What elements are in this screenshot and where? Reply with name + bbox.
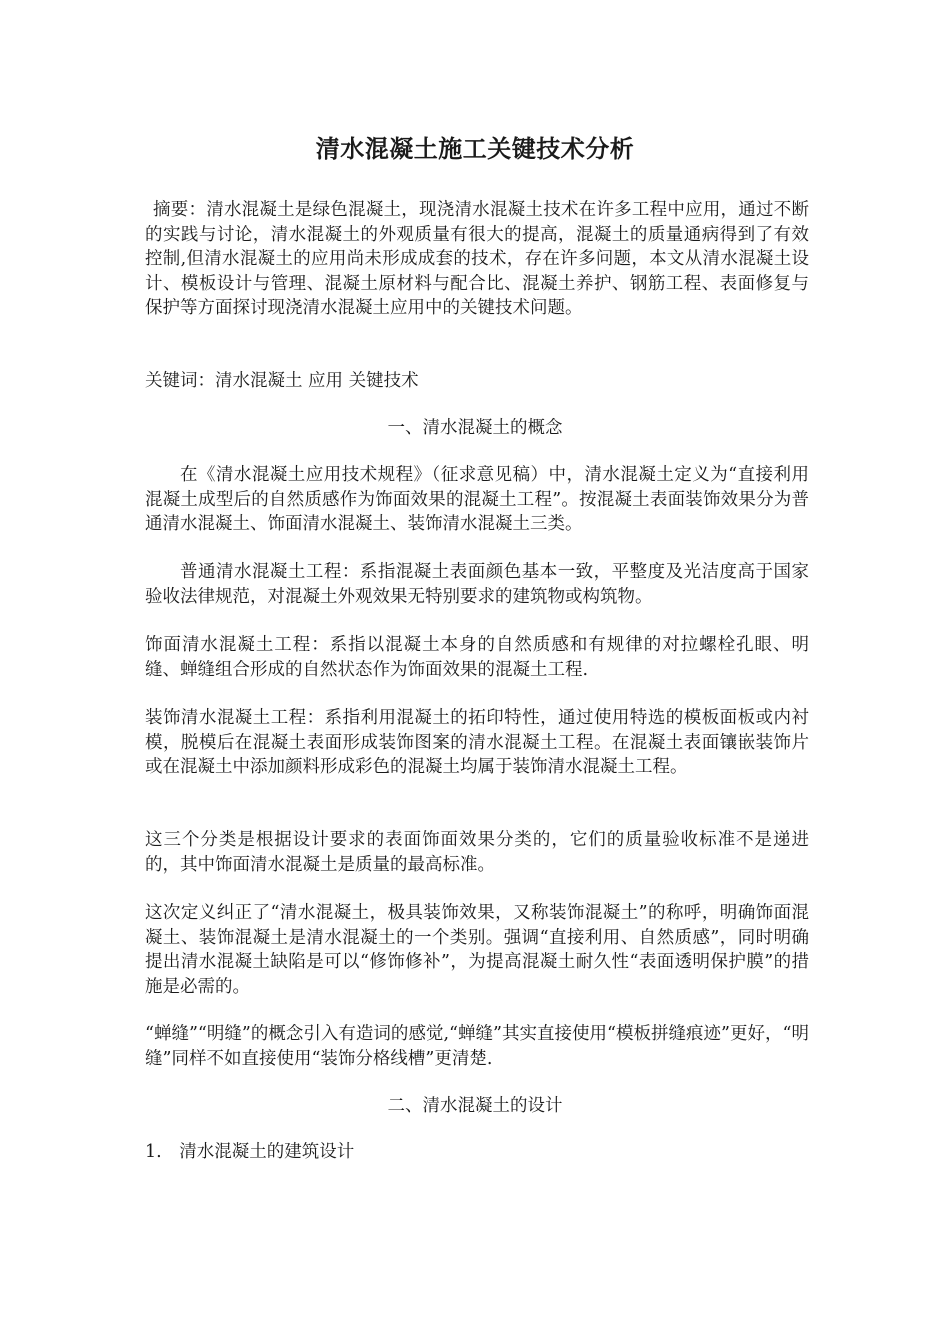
paragraph-terminology: “蝉缝”“明缝”的概念引入有造词的感觉,“蝉缝”其实直接使用“模板拼缝痕迹”更好，“明缝”同样不如直接使用“装饰分格线槽”更清楚. (145, 1024, 809, 1069)
keywords-line: 关键词：清水混凝土 应用 关键技术 (145, 371, 419, 391)
section-heading-1: 一、清水混凝土的概念 (387, 418, 563, 438)
subsection-heading-1: 1. 清水混凝土的建筑设计 (145, 1142, 355, 1162)
paragraph-classification: 这三个分类是根据设计要求的表面饰面效果分类的，它们的质量验收标准不是递进的，其中饰面清水混凝土是质量的最高标准。 (145, 830, 809, 875)
paragraph-ordinary-concrete: 普通清水混凝土工程：系指混凝土表面颜色基本一致，平整度及光洁度高于国家验收法律规范，对混凝土外观效果无特别要求的建筑物或构筑物。 (145, 562, 809, 607)
document-title: 清水混凝土施工关键技术分析 (315, 134, 635, 163)
paragraph-facing-concrete: 饰面清水混凝土工程：系指以混凝土本身的自然质感和有规律的对拉螺栓孔眼、明缝、蝉缝组合形成的自然状态作为饰面效果的混凝土工程. (145, 635, 809, 680)
abstract-paragraph: 摘要：清水混凝土是绿色混凝土，现浇清水混凝土技术在许多工程中应用，通过不断的实践与讨论，清水混凝土的外观质量有很大的提高，混凝土的质量通病得到了有效控制,但清水混凝土的应用尚未形成成套的技术，存在许多问题，本文从清水混凝土设计、模板设计与管理、混凝土原材料与配合比、混凝土养护、钢筋工程、表面修复与保护等方面探讨现浇清水混凝土应用中的关键技术问题。 (145, 200, 809, 318)
paragraph-decorative-concrete: 装饰清水混凝土工程：系指利用混凝土的拓印特性，通过使用特选的模板面板或内衬模，脱模后在混凝土表面形成装饰图案的清水混凝土工程。在混凝土表面镶嵌装饰片或在混凝土中添加颜料形成彩色的混凝土均属于装饰清水混凝土工程。 (145, 708, 809, 777)
paragraph-definition: 在《清水混凝土应用技术规程》（征求意见稿）中，清水混凝土定义为“直接利用混凝土成型后的自然质感作为饰面效果的混凝土工程”。按混凝土表面装饰效果分为普通清水混凝土、饰面清水混凝土、装饰清水混凝土三类。 (145, 465, 809, 534)
section-heading-2: 二、清水混凝土的设计 (387, 1096, 563, 1116)
paragraph-definition-correction: 这次定义纠正了“清水混凝土，极具装饰效果，又称装饰混凝土”的称呼，明确饰面混凝土、装饰混凝土是清水混凝土的一个类别。强调“直接利用、自然质感”，同时明确提出清水混凝土缺陷是可以“修饰修补”，为提高混凝土耐久性“表面透明保护膜”的措施是必需的。 (145, 903, 809, 997)
